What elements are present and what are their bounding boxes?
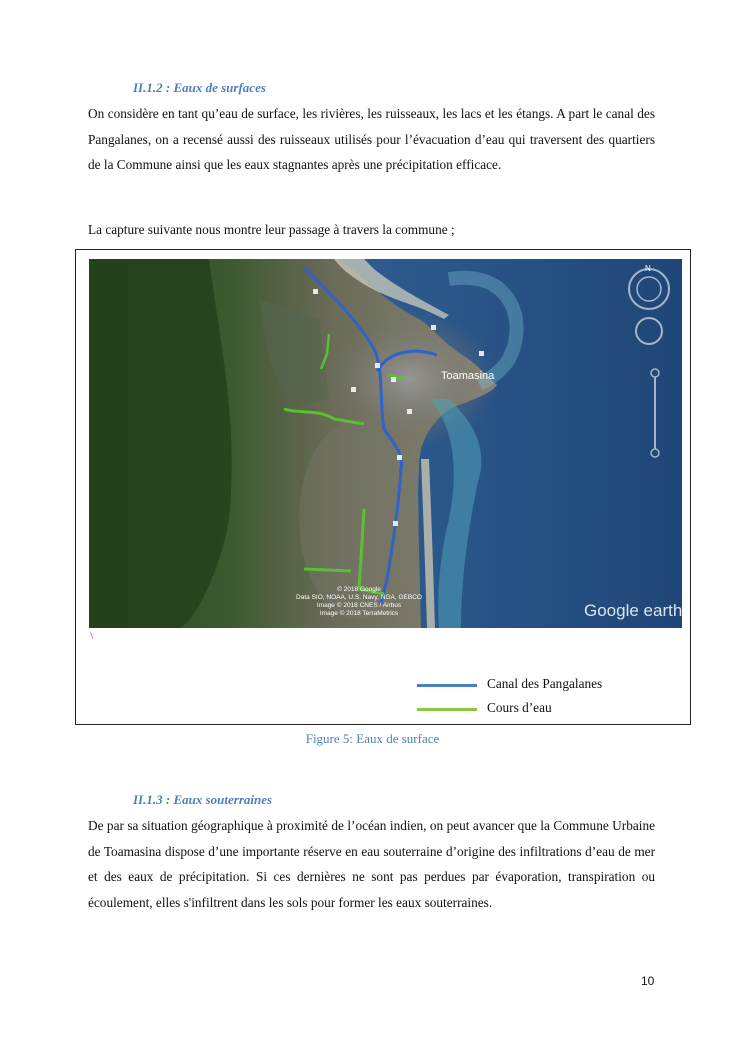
- map-credit-line: Image © 2018 TerraMetrics: [319, 610, 399, 617]
- paragraph-capture-intro: La capture suivante nous montre leur passage à travers la commune ;: [88, 222, 455, 237]
- legend-label-canal: Canal des Pangalanes: [487, 676, 603, 691]
- section-heading-groundwater: II.1.3 : Eaux souterraines: [133, 792, 273, 807]
- stray-mark: \: [90, 628, 94, 642]
- map-credit-line: Image © 2018 CNES / Airbus: [316, 602, 402, 609]
- map-credit-line: Data SIO, NOAA, U.S. Navy, NGA, GEBCO: [296, 594, 422, 601]
- legend-swatch-blue: [417, 684, 477, 687]
- satellite-map: [89, 259, 682, 628]
- compass-north-icon: N: [645, 264, 651, 273]
- section-heading-surface-water: II.1.2 : Eaux de surfaces: [133, 80, 266, 95]
- map-credit-line: © 2018 Google: [337, 586, 381, 593]
- paragraph-surface-water-definition: On considère en tant qu’eau de surface, les rivières, les ruisseaux, les lacs et les étangs. A part le canal des Pangalanes, on a recensé aussi des ruisseaux utilisés pour l’évacuation d’eau qui traversent des quartiers de la Commune ainsi que les eaux stagnantes après une précipitation efficace.: [88, 106, 655, 172]
- map-place-label: Toamasina: [441, 370, 495, 382]
- google-earth-logo: Google earth: [584, 601, 682, 620]
- page-number: 10: [641, 974, 655, 988]
- legend-label-stream: Cours d’eau: [487, 700, 552, 715]
- paragraph-groundwater: De par sa situation géographique à proximité de l’océan indien, on peut avancer que la Commune Urbaine de Toamasina dispose d’une importante réserve en eau souterraine d’origine des infiltrations d’eau de mer et des eaux de précipitation. Si ces dernières ne sont pas perdues par évaporation, transpiration ou écoulement, elles s'infiltrent dans les sols pour former les eaux souterraines.: [88, 818, 655, 910]
- figure-frame: [75, 249, 691, 725]
- figure-caption: Figure 5: Eaux de surface: [305, 731, 440, 746]
- legend-swatch-green: [417, 708, 477, 711]
